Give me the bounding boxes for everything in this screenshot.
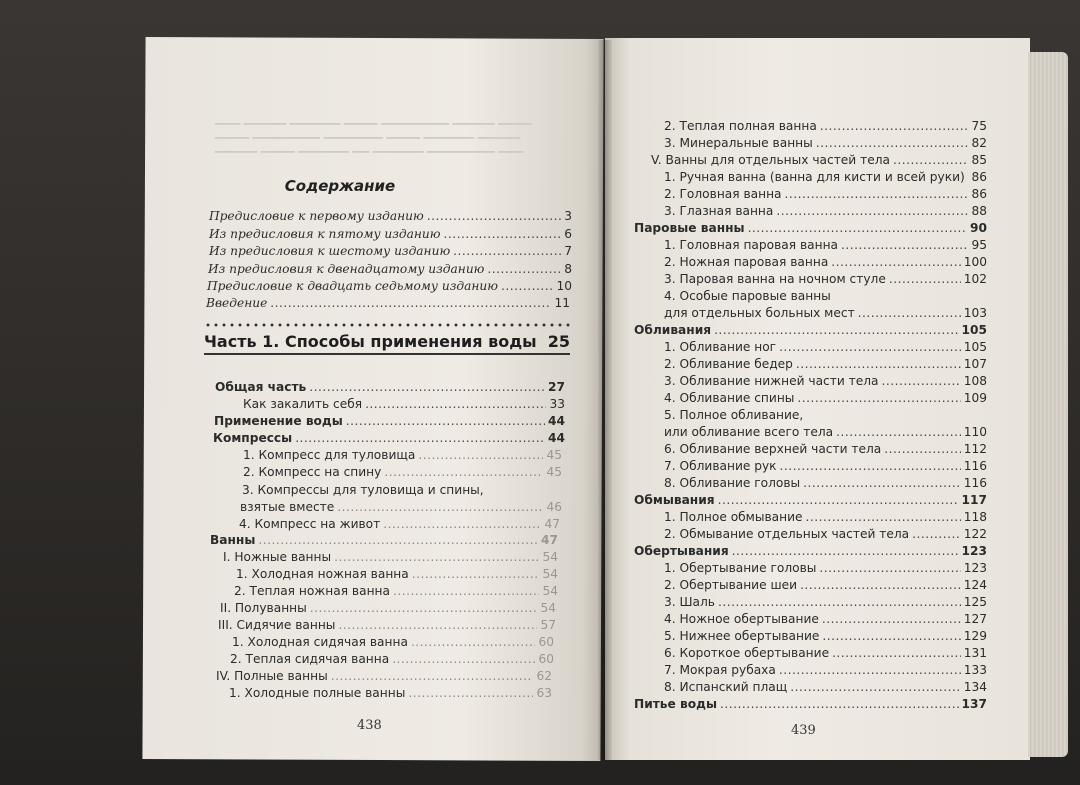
toc-entry: [220, 600, 556, 616]
left-page-number: 438: [357, 718, 382, 733]
toc-entry-title: 3. Минеральные ванны: [664, 136, 813, 150]
dot-leader: [806, 509, 961, 525]
dot-leader: [790, 679, 961, 695]
toc-entry-title: 4. Компресс на живот: [239, 517, 381, 531]
toc-entry: [664, 271, 987, 287]
dotted-separator: [204, 322, 570, 328]
toc-entry-title: Питье воды: [634, 697, 717, 711]
dot-leader: [720, 696, 959, 712]
toc-entry-title: 3. Глазная ванна: [664, 204, 774, 218]
toc-entry-title: 1. Холодная сидячая ванна: [232, 635, 408, 649]
dot-leader: [800, 577, 961, 593]
toc-entry-page: 62: [536, 669, 552, 683]
dot-leader: [718, 594, 961, 610]
toc-entry-page: 122: [963, 527, 987, 541]
toc-entry-title: 1. Полное обмывание: [664, 510, 803, 524]
dot-leader: [893, 152, 969, 168]
dot-leader: [337, 499, 543, 515]
toc-entry-page: 6: [564, 227, 572, 241]
toc-entry-title: 7. Обливание рук: [664, 459, 777, 473]
toc-entry-page: 110: [963, 425, 987, 439]
dot-leader: [889, 271, 961, 287]
dot-leader: [858, 305, 961, 321]
toc-entry-title: 5. Полное обливание,: [664, 408, 804, 422]
toc-entry-page: 133: [963, 663, 987, 677]
toc-entry-page: 10: [556, 279, 572, 293]
toc-entry-title: 8. Испанский плащ: [664, 680, 788, 694]
toc-entry-title: 1. Обливание ног: [664, 340, 777, 354]
toc-entry: [234, 583, 558, 599]
toc-entry-page: 47: [541, 533, 558, 547]
toc-entry: [664, 339, 987, 355]
toc-entry-page: 75: [971, 119, 987, 133]
toc-entry: [208, 261, 572, 277]
dot-leader: [411, 634, 536, 650]
toc-entry: [223, 549, 558, 565]
toc-entry: [664, 390, 987, 406]
dot-leader: [270, 295, 551, 311]
dot-leader: [338, 617, 537, 633]
toc-entry-title: 2. Обертывание шеи: [664, 578, 798, 592]
toc-entry-page: 86: [971, 170, 987, 184]
toc-entry: [664, 645, 987, 661]
dot-leader: [779, 662, 961, 678]
dot-leader: [776, 203, 968, 219]
toc-entry-page: 60: [538, 652, 554, 666]
book-spine-crease: [598, 40, 612, 760]
toc-entry-title: для отдельных больных мест: [664, 306, 855, 320]
dot-leader: [418, 447, 543, 463]
toc-entry: [651, 152, 987, 168]
toc-entry-title: 4. Ножное обертывание: [664, 612, 819, 626]
toc-entry-title: 4. Обливание спины: [664, 391, 795, 405]
toc-entry-title: 4. Особые паровые ванны: [664, 289, 831, 303]
toc-entry-page: 44: [548, 431, 565, 445]
toc-entry-page: 88: [971, 204, 987, 218]
toc-entry-page: 129: [963, 629, 987, 643]
toc-entry: [215, 379, 565, 395]
toc-entry-page: 112: [963, 442, 987, 456]
toc-entry-title: 1. Холодные полные ванны: [229, 686, 406, 700]
toc-entry-page: 33: [549, 397, 565, 411]
dot-leader: [797, 390, 960, 406]
toc-entry: [664, 288, 987, 304]
toc-entry-title: 3. Обливание нижней части тела: [664, 374, 879, 388]
toc-entry-title: 1. Обертывание головы: [664, 561, 817, 575]
dot-leader: [487, 261, 561, 277]
toc-entry-title: Обертывания: [634, 544, 729, 558]
toc-entry-title: 2. Обливание бедер: [664, 357, 793, 371]
toc-entry-title: 2. Головная ванна: [664, 187, 782, 201]
dot-leader: [412, 566, 540, 582]
toc-entry: [216, 668, 552, 684]
dot-leader: [392, 651, 535, 667]
dot-leader: [295, 430, 545, 446]
toc-entry-page: 86: [971, 187, 987, 201]
toc-entry: [243, 447, 562, 463]
part-heading: [204, 332, 570, 351]
toc-entry-page: 8: [564, 262, 572, 276]
toc-entry: [206, 295, 570, 311]
toc-entry-title: Применение воды: [214, 414, 343, 428]
toc-entry: [664, 628, 987, 644]
toc-entry-page: 54: [542, 567, 558, 581]
toc-entry: [664, 237, 987, 253]
toc-entry: [664, 356, 987, 372]
toc-entry-page: 45: [546, 448, 562, 462]
toc-entry-page: 95: [971, 238, 987, 252]
toc-entry-page: 105: [961, 323, 987, 337]
toc-entry-title: I. Ножные ванны: [223, 550, 332, 564]
dot-leader: [816, 135, 969, 151]
toc-entry-page: 44: [548, 414, 565, 428]
toc-entry: [634, 492, 987, 508]
toc-entry-title: 1. Компресс для туловища: [243, 448, 416, 462]
toc-entry: [243, 464, 562, 480]
toc-entry-title: 6. Обливание верхней части тела: [664, 442, 882, 456]
toc-entry-title: 1. Головная паровая ванна: [664, 238, 839, 252]
toc-entry-page: 7: [564, 244, 572, 258]
dot-leader: [384, 464, 543, 480]
toc-entry-page: 85: [971, 153, 987, 167]
dot-leader: [393, 583, 540, 599]
part-page-number: 25: [547, 332, 570, 351]
toc-entry-title: 5. Нижнее обертывание: [664, 629, 820, 643]
toc-entry-page: 82: [971, 136, 987, 150]
toc-entry: [664, 169, 987, 185]
toc-entry: [230, 651, 554, 667]
toc-entry-page: 54: [540, 601, 556, 615]
toc-entry-title: Как закалить себя: [243, 397, 363, 411]
toc-entry: [664, 424, 987, 440]
toc-entry: [664, 475, 987, 491]
dot-leader: [714, 322, 958, 338]
toc-entry-page: 117: [961, 493, 987, 507]
part-title: Часть 1. Способы применения воды: [204, 332, 537, 351]
toc-entry-page: 109: [963, 391, 987, 405]
toc-entry-page: 54: [542, 584, 558, 598]
book-page-edges: [1028, 52, 1068, 757]
dot-leader: [912, 526, 961, 542]
toc-entry-page: 131: [963, 646, 987, 660]
toc-entry-page: 54: [542, 550, 558, 564]
toc-entry: [664, 135, 987, 151]
dot-leader: [365, 396, 546, 412]
toc-entry: [664, 254, 987, 270]
toc-entry-page: 118: [963, 510, 987, 524]
dot-leader: [732, 543, 959, 559]
dot-leader: [881, 373, 960, 389]
toc-entry-title: 8. Обливание головы: [664, 476, 801, 490]
dot-leader: [408, 685, 533, 701]
dot-leader: [822, 611, 961, 627]
toc-entry: [232, 634, 554, 650]
dot-leader: [884, 441, 960, 457]
toc-entry-page: 116: [963, 459, 987, 473]
toc-entry-title: взятые вместе: [240, 500, 335, 514]
toc-entry: [209, 226, 572, 242]
toc-entry-title: Из предисловия к двенадцатому изданию: [208, 262, 485, 276]
toc-entry-page: 60: [538, 635, 554, 649]
dot-leader: [453, 243, 561, 259]
toc-entry-page: 11: [554, 296, 570, 310]
toc-entry: [664, 560, 987, 576]
dot-leader: [836, 424, 961, 440]
toc-entry: [634, 696, 987, 712]
dot-leader: [831, 254, 960, 270]
show-through-text: ▁▁▁ ▁▁▁▁▁ ▁▁▁▁▁▁ ▁▁▁▁ ▁▁▁▁▁▁▁▁ ▁▁▁▁▁ ▁▁▁▁ ▁▁▁▁ ▁▁▁▁▁▁▁▁ ▁▁▁▁▁▁▁ ▁▁▁▁ ▁▁▁▁▁▁ ▁▁▁▁▁ ▁▁▁▁▁ ▁▁▁▁ ▁▁▁▁▁▁ ▁▁ ▁▁▁▁▁▁ ▁▁▁▁▁▁▁▁ ▁▁▁: [215, 112, 533, 153]
toc-entry-page: 57: [540, 618, 556, 632]
toc-entry-page: 103: [963, 306, 987, 320]
dot-leader: [820, 118, 969, 134]
part-underline: [204, 353, 570, 355]
toc-entry-title: Обмывания: [634, 493, 715, 507]
toc-entry: [634, 543, 987, 559]
toc-entry-title: Обливания: [634, 323, 712, 337]
toc-entry-title: 3. Шаль: [664, 595, 715, 609]
toc-entry-title: Предисловие к первому изданию: [209, 209, 424, 223]
toc-entry: [634, 220, 987, 236]
toc-entry: [664, 458, 987, 474]
toc-entry: [209, 208, 572, 224]
toc-entry-page: 127: [963, 612, 987, 626]
dot-leader: [444, 226, 562, 242]
dot-leader: [309, 379, 545, 395]
dot-leader: [748, 220, 967, 236]
toc-entry-page: 3: [564, 209, 572, 223]
toc-entry-page: 125: [963, 595, 987, 609]
toc-entry-title: 2. Ножная паровая ванна: [664, 255, 829, 269]
right-page-number: 439: [791, 723, 816, 738]
toc-entry: [240, 499, 562, 515]
toc-entry: [664, 407, 987, 423]
toc-entry: [664, 662, 987, 678]
toc-entry: [634, 322, 987, 338]
dot-leader: [780, 458, 961, 474]
toc-entry-page: 47: [544, 517, 560, 531]
dot-leader: [258, 532, 538, 548]
toc-entry: [239, 516, 560, 532]
toc-entry-title: 2. Теплая полная ванна: [664, 119, 817, 133]
dot-leader: [501, 278, 554, 294]
toc-entry: [664, 305, 987, 321]
toc-entry: [207, 278, 572, 294]
toc-entry-title: IV. Полные ванны: [216, 669, 328, 683]
toc-entry-title: Введение: [206, 296, 268, 310]
toc-entry: [214, 413, 565, 429]
toc-entry: [242, 482, 562, 498]
toc-entry-title: Компрессы: [213, 431, 293, 445]
toc-entry-page: 102: [963, 272, 987, 286]
toc-entry: [664, 526, 987, 542]
toc-entry-title: Из предисловия к шестому изданию: [209, 244, 451, 258]
toc-entry: [229, 685, 552, 701]
toc-entry-title: Общая часть: [215, 380, 307, 394]
toc-entry-title: Ванны: [210, 533, 256, 547]
toc-entry-title: II. Полуванны: [220, 601, 307, 615]
dot-leader: [832, 645, 961, 661]
dot-leader: [785, 186, 969, 202]
dot-leader: [427, 208, 561, 224]
toc-entry: [236, 566, 558, 582]
toc-entry-title: или обливание всего тела: [664, 425, 834, 439]
toc-entry-title: Из предисловия к пятому изданию: [209, 227, 441, 241]
toc-entry-title: 1. Ручная ванна (ванна для кисти и всей руки): [664, 170, 965, 184]
toc-entry-page: 27: [548, 380, 565, 394]
toc-entry-title: 3. Компрессы для туловища и спины,: [242, 483, 484, 497]
toc-entry-title: 2. Теплая ножная ванна: [234, 584, 390, 598]
toc-entry: [664, 373, 987, 389]
toc-entry-title: 2. Обмывание отдельных частей тела: [664, 527, 910, 541]
toc-entry: [664, 509, 987, 525]
toc-entry-title: 2. Теплая сидячая ванна: [230, 652, 390, 666]
toc-entry-page: 137: [961, 697, 987, 711]
toc-entry-page: 46: [546, 500, 562, 514]
toc-entry-page: 116: [963, 476, 987, 490]
toc-entry-title: 6. Короткое обертывание: [664, 646, 830, 660]
toc-entry-title: 7. Мокрая рубаха: [664, 663, 776, 677]
toc-entry-page: 124: [963, 578, 987, 592]
toc-entry: [664, 203, 987, 219]
toc-entry-title: III. Сидячие ванны: [218, 618, 336, 632]
toc-entry: [210, 532, 558, 548]
toc-title: Содержание: [284, 177, 396, 195]
toc-entry-title: 1. Холодная ножная ванна: [236, 567, 409, 581]
dot-leader: [346, 413, 545, 429]
toc-entry-page: 90: [970, 221, 987, 235]
dot-leader: [334, 549, 539, 565]
toc-entry: [218, 617, 556, 633]
toc-entry-page: 63: [536, 686, 552, 700]
dot-leader: [310, 600, 538, 616]
toc-entry-page: 123: [963, 561, 987, 575]
toc-entry-page: 105: [963, 340, 987, 354]
dot-leader: [819, 560, 960, 576]
toc-entry-page: 107: [963, 357, 987, 371]
toc-entry: [664, 441, 987, 457]
dot-leader: [841, 237, 968, 253]
dot-leader: [383, 516, 541, 532]
toc-entry-title: 2. Компресс на спину: [243, 465, 382, 479]
toc-entry: [209, 243, 572, 259]
dot-leader: [779, 339, 961, 355]
toc-entry: [664, 577, 987, 593]
toc-entry-page: 108: [963, 374, 987, 388]
dot-leader: [718, 492, 959, 508]
toc-entry: [664, 594, 987, 610]
toc-entry-page: 45: [546, 465, 562, 479]
toc-entry: [664, 118, 987, 134]
toc-entry: [664, 186, 987, 202]
toc-entry-title: V. Ванны для отдельных частей тела: [651, 153, 890, 167]
dot-leader: [331, 668, 534, 684]
toc-entry: [213, 430, 565, 446]
toc-entry-title: 3. Паровая ванна на ночном стуле: [664, 272, 886, 286]
dot-leader: [803, 475, 961, 491]
toc-entry: [243, 396, 565, 412]
toc-entry-page: 123: [961, 544, 987, 558]
toc-entry-page: 134: [963, 680, 987, 694]
toc-entry: [664, 611, 987, 627]
toc-entry-title: Предисловие к двадцать седьмому изданию: [207, 279, 498, 293]
toc-entry: [664, 679, 987, 695]
toc-entry-page: 100: [963, 255, 987, 269]
dot-leader: [822, 628, 960, 644]
toc-entry-title: Паровые ванны: [634, 221, 745, 235]
dot-leader: [796, 356, 961, 372]
dot-leader: [968, 169, 969, 185]
